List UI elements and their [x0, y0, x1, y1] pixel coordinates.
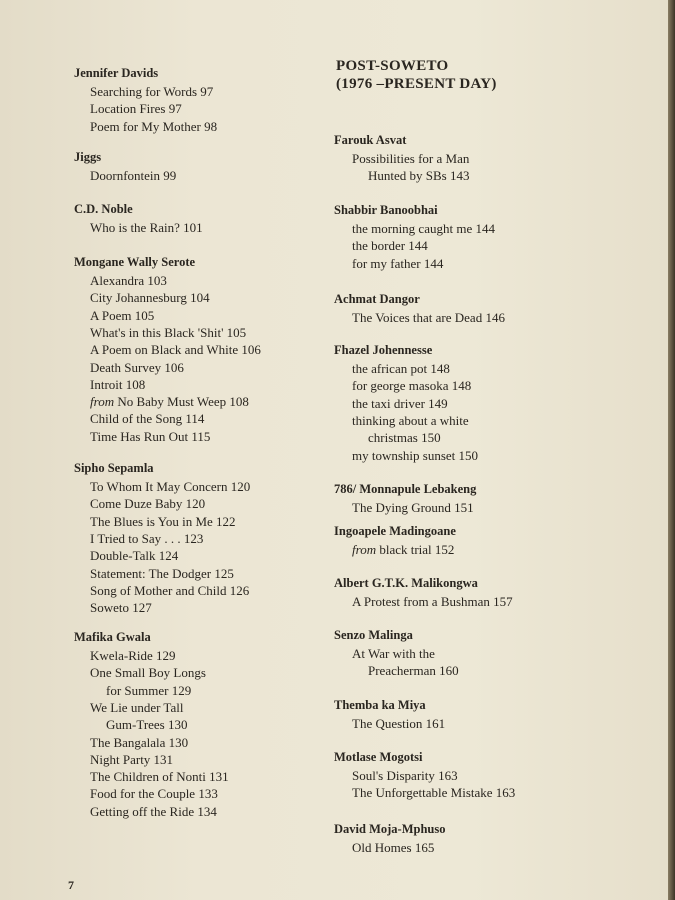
- poem-entry: [352, 784, 515, 801]
- poem-entry: [352, 541, 454, 558]
- poem-entry: [352, 237, 428, 254]
- poem-entry: [352, 220, 495, 237]
- poem-entry: [90, 768, 229, 785]
- page-number: 7: [68, 878, 74, 892]
- poem-entry: [352, 839, 434, 856]
- poem-entry: [352, 255, 443, 272]
- poem-title: Preacherman 160: [368, 663, 459, 679]
- poem-entry: [90, 289, 210, 306]
- poem-entry: [90, 599, 152, 616]
- poem-entry: [90, 565, 234, 582]
- poem-title: for Summer 129: [106, 682, 192, 698]
- poem-title: I Tried to Say . . . 123: [90, 530, 204, 546]
- poem-title: Soul's Disparity 163: [352, 768, 458, 783]
- poem-title: Old Homes 165: [352, 840, 435, 855]
- author-name: Achmat Dangor: [334, 292, 420, 306]
- poem-entry: [352, 309, 505, 326]
- poem-title: the border 144: [352, 238, 428, 254]
- poem-entry: [90, 803, 217, 820]
- author-name: Mongane Wally Serote: [74, 255, 196, 269]
- poem-entry: [352, 377, 471, 394]
- poem-title: The Dying Ground 151: [352, 500, 474, 515]
- poem-entry: [90, 341, 261, 358]
- poem-title: Food for the Couple 133: [90, 786, 218, 802]
- poem-entry: [90, 734, 188, 751]
- poem-entry: [90, 513, 236, 530]
- poem-title: christmas 150: [368, 430, 441, 446]
- poem-entry: [352, 645, 435, 662]
- poem-entry: [90, 359, 184, 376]
- author-name: Fhazel Johennesse: [334, 343, 433, 357]
- poem-title: thinking about a white: [352, 412, 469, 428]
- from-prefix: from: [352, 542, 377, 557]
- poem-entry: [352, 150, 469, 167]
- poem-title: Come Duze Baby 120: [90, 496, 206, 512]
- poem-entry: [90, 699, 183, 716]
- poem-entry: [90, 478, 250, 495]
- poem-entry: [90, 410, 204, 427]
- author-name: Jennifer Davids: [74, 66, 159, 80]
- from-prefix: from: [90, 394, 115, 410]
- poem-entry: [106, 682, 191, 699]
- poem-entry: [352, 767, 458, 784]
- poem-entry: [368, 662, 459, 679]
- poem-entry: [90, 785, 218, 802]
- poem-title: Gum-Trees 130: [106, 717, 188, 733]
- poem-title: Soweto 127: [90, 600, 152, 616]
- poem-entry: [90, 307, 154, 324]
- author-name: 786/ Monnapule Lebakeng: [334, 482, 477, 496]
- poem-entry: [90, 100, 182, 117]
- poem-title: We Lie under Tall: [90, 699, 184, 715]
- poem-title: What's in this Black 'Shit' 105: [90, 324, 247, 340]
- poem-title: Introit 108: [90, 376, 146, 392]
- author-name: Farouk Asvat: [334, 133, 407, 147]
- poem-title: black trial 152: [376, 542, 455, 557]
- author-name: Themba ka Miya: [334, 698, 426, 712]
- poem-title: At War with the: [352, 646, 435, 661]
- poem-title: the african pot 148: [352, 361, 450, 376]
- poem-entry: [90, 647, 176, 664]
- author-name: Motlase Mogotsi: [334, 750, 423, 764]
- poem-entry: [90, 83, 213, 100]
- poem-entry: [90, 664, 206, 681]
- poem-entry: [90, 376, 145, 393]
- poem-title: Possibilities for a Man: [352, 151, 470, 166]
- poem-title: The Blues is You in Me 122: [90, 513, 236, 529]
- poem-entry: [352, 360, 450, 377]
- poem-title: The Bangalala 130: [90, 734, 189, 750]
- poem-title: the taxi driver 149: [352, 395, 448, 411]
- poem-entry: [352, 499, 474, 516]
- poem-title: Getting off the Ride 134: [90, 803, 217, 819]
- poem-entry: [90, 428, 210, 445]
- poem-entry: [352, 395, 448, 412]
- poem-title: Hunted by SBs 143: [368, 168, 470, 184]
- poem-entry: [368, 429, 441, 446]
- poem-entry: [90, 495, 205, 512]
- author-name: C.D. Noble: [74, 202, 133, 216]
- poem-title: Night Party 131: [90, 751, 174, 767]
- poem-entry: [90, 324, 246, 341]
- poem-title: Time Has Run Out 115: [90, 428, 211, 444]
- poem-entry: [90, 547, 178, 564]
- poem-title: No Baby Must Weep 108: [114, 394, 249, 410]
- author-name: Albert G.T.K. Malikongwa: [334, 576, 478, 590]
- poem-title: Alexandra 103: [90, 273, 167, 288]
- author-name: Jiggs: [74, 150, 102, 164]
- poem-title: Death Survey 106: [90, 359, 184, 375]
- poem-title: Child of the Song 114: [90, 411, 205, 427]
- poem-entry: [90, 219, 203, 236]
- poem-title: my township sunset 150: [352, 447, 479, 463]
- poem-entry: [90, 393, 249, 410]
- poem-entry: [352, 412, 469, 429]
- poem-title: The Question 161: [352, 716, 446, 731]
- poem-entry: [352, 593, 513, 610]
- section-title-post-soweto: POST-SOWETO: [336, 58, 449, 74]
- poem-title: A Poem on Black and White 106: [90, 342, 261, 358]
- poem-title: Doornfontein 99: [90, 168, 177, 183]
- poem-title: Location Fires 97: [90, 101, 182, 117]
- poem-title: City Johannesburg 104: [90, 290, 210, 306]
- poem-entry: [90, 530, 203, 547]
- poem-title: Statement: The Dodger 125: [90, 565, 234, 581]
- poem-title: To Whom It May Concern 120: [90, 479, 251, 494]
- poem-entry: [352, 715, 445, 732]
- author-name: Sipho Sepamla: [74, 461, 154, 475]
- poem-title: A Protest from a Bushman 157: [352, 594, 513, 609]
- poem-title: Double-Talk 124: [90, 548, 179, 564]
- poem-title: Song of Mother and Child 126: [90, 582, 250, 598]
- poem-title: Poem for My Mother 98: [90, 118, 218, 134]
- poem-entry: [90, 118, 217, 135]
- poem-title: A Poem 105: [90, 307, 155, 323]
- poem-entry: [90, 751, 173, 768]
- poem-entry: [90, 167, 176, 184]
- poem-entry: [368, 167, 469, 184]
- poem-title: Who is the Rain? 101: [90, 220, 203, 235]
- poem-title: The Voices that are Dead 146: [352, 310, 505, 325]
- poem-title: The Unforgettable Mistake 163: [352, 785, 516, 801]
- poem-entry: [90, 272, 167, 289]
- author-name: Ingoapele Madingoane: [334, 524, 456, 538]
- poem-entry: [106, 716, 188, 733]
- poem-entry: [352, 447, 478, 464]
- poem-entry: [90, 582, 249, 599]
- poem-title: Searching for Words 97: [90, 84, 214, 99]
- poem-title: for my father 144: [352, 255, 444, 271]
- poem-title: for george masoka 148: [352, 378, 472, 394]
- author-name: Shabbir Banoobhai: [334, 203, 438, 217]
- poem-title: The Children of Nonti 131: [90, 769, 229, 785]
- author-name: Mafika Gwala: [74, 630, 151, 644]
- poem-title: One Small Boy Longs: [90, 665, 206, 681]
- page-edge: [668, 0, 675, 900]
- poem-title: the morning caught me 144: [352, 221, 495, 236]
- poem-title: Kwela-Ride 129: [90, 648, 176, 663]
- author-name: Senzo Malinga: [334, 628, 413, 642]
- author-name: David Moja-Mphuso: [334, 822, 446, 836]
- section-title-dates: (1976 –PRESENT DAY): [336, 76, 497, 92]
